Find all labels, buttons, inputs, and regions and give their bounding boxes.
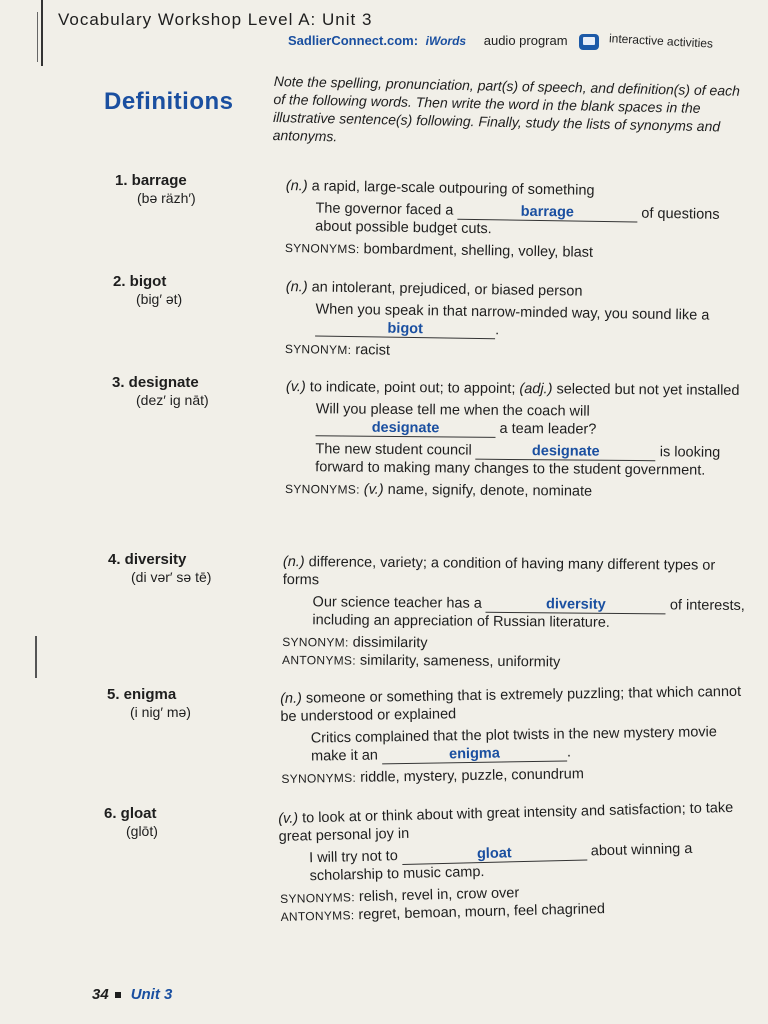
margin-rule bbox=[37, 12, 38, 62]
entry-definition-block: (v.) to indicate, point out; to appoint; (adj.) selected but not yet installed Will you please tell me when the coach will designate a team leader? The new student council designate is looking forward to making many changes to the student government. SYNONYMS: (v.) name, signify, denote, nominate bbox=[284, 378, 740, 500]
answer-blank: designate bbox=[315, 419, 495, 438]
margin-rule bbox=[41, 0, 43, 66]
page-header: Vocabulary Workshop Level A: Unit 3 bbox=[58, 10, 373, 29]
entry-pronunciation: (glōt) bbox=[126, 823, 158, 839]
entry-word: 4. diversity bbox=[108, 551, 187, 568]
answer-blank: designate bbox=[476, 443, 656, 462]
entry-definition-block: (n.) an intolerant, prejudiced, or biased person When you speak in that narrow-minded way, you sound like a bigot . SYNONYM: racist bbox=[284, 278, 710, 359]
instructions: Note the spelling, pronunciation, part(s) of speech, and definition(s) of each of the following words. Then write the word in the blank spaces in the illustrative sentence(s) following. Finally, study the lists of synonyms and antonyms. bbox=[272, 72, 741, 145]
entry-pronunciation: (bə räzh′) bbox=[137, 190, 196, 206]
answer-blank: diversity bbox=[486, 596, 666, 615]
page-number: 34 bbox=[92, 986, 109, 1003]
entry-word: 1. barrage bbox=[115, 172, 187, 189]
margin-mark bbox=[35, 636, 37, 678]
entry-word: 3. designate bbox=[112, 374, 199, 391]
audio-program-label: audio program bbox=[483, 33, 568, 48]
answer-blank: bigot bbox=[315, 319, 495, 339]
entry-word: 2. bigot bbox=[113, 273, 167, 290]
iwords-logo: iWords bbox=[425, 34, 467, 48]
bullet-square-icon bbox=[115, 992, 121, 998]
answer-blank: enigma bbox=[382, 745, 567, 765]
entry-pronunciation: (big′ ət) bbox=[136, 291, 183, 307]
entry-pronunciation: (i nig′ mə) bbox=[130, 704, 191, 720]
entry-definition-block: (n.) someone or something that is extremely puzzling; that which cannot be understood or explained Critics complained that the plot twists in the new mystery movie make it an enigma . SYNONYMS: riddle, mystery, puzzle, conundrum bbox=[280, 683, 742, 786]
site-link[interactable]: SadlierConnect.com: bbox=[288, 33, 419, 48]
online-resources bbox=[288, 33, 713, 50]
unit-label: Unit 3 bbox=[130, 986, 173, 1003]
entry-definition-block: (n.) difference, variety; a condition of having many different types or forms Our science teacher has a diversity of interests, including an appreciation of Russian literature. SYNONYM: dissimilarity ANTONYMS: similarity, sameness, uniformity bbox=[282, 553, 745, 671]
entry-definition-block: (v.) to look at or think about with great intensity and satisfaction; to take great personal joy in I will try not to gloat about winning a scholarship to music camp. SYNONYMS: relish, revel in, crow over ANTONYMS: regret, bemoan, mourn, feel chagrined bbox=[278, 799, 734, 924]
entry-pronunciation: (dez′ ig nāt) bbox=[136, 392, 209, 408]
entry-pronunciation: (di vər′ sə tē) bbox=[131, 569, 212, 585]
section-title: Definitions bbox=[104, 88, 234, 115]
interactive-activities-label: interactive activities bbox=[608, 31, 714, 51]
computer-icon bbox=[579, 34, 599, 50]
entry-word: 6. gloat bbox=[104, 805, 157, 822]
answer-blank: barrage bbox=[457, 203, 637, 223]
entry-definition-block: (n.) a rapid, large-scale outpouring of something The governor faced a barrage of questions about possible budget cuts. SYNONYMS: bombardment, shelling, volley, blast bbox=[284, 177, 720, 261]
entry-word: 5. enigma bbox=[107, 686, 177, 703]
answer-blank: gloat bbox=[402, 843, 587, 865]
page-footer bbox=[92, 986, 172, 1003]
